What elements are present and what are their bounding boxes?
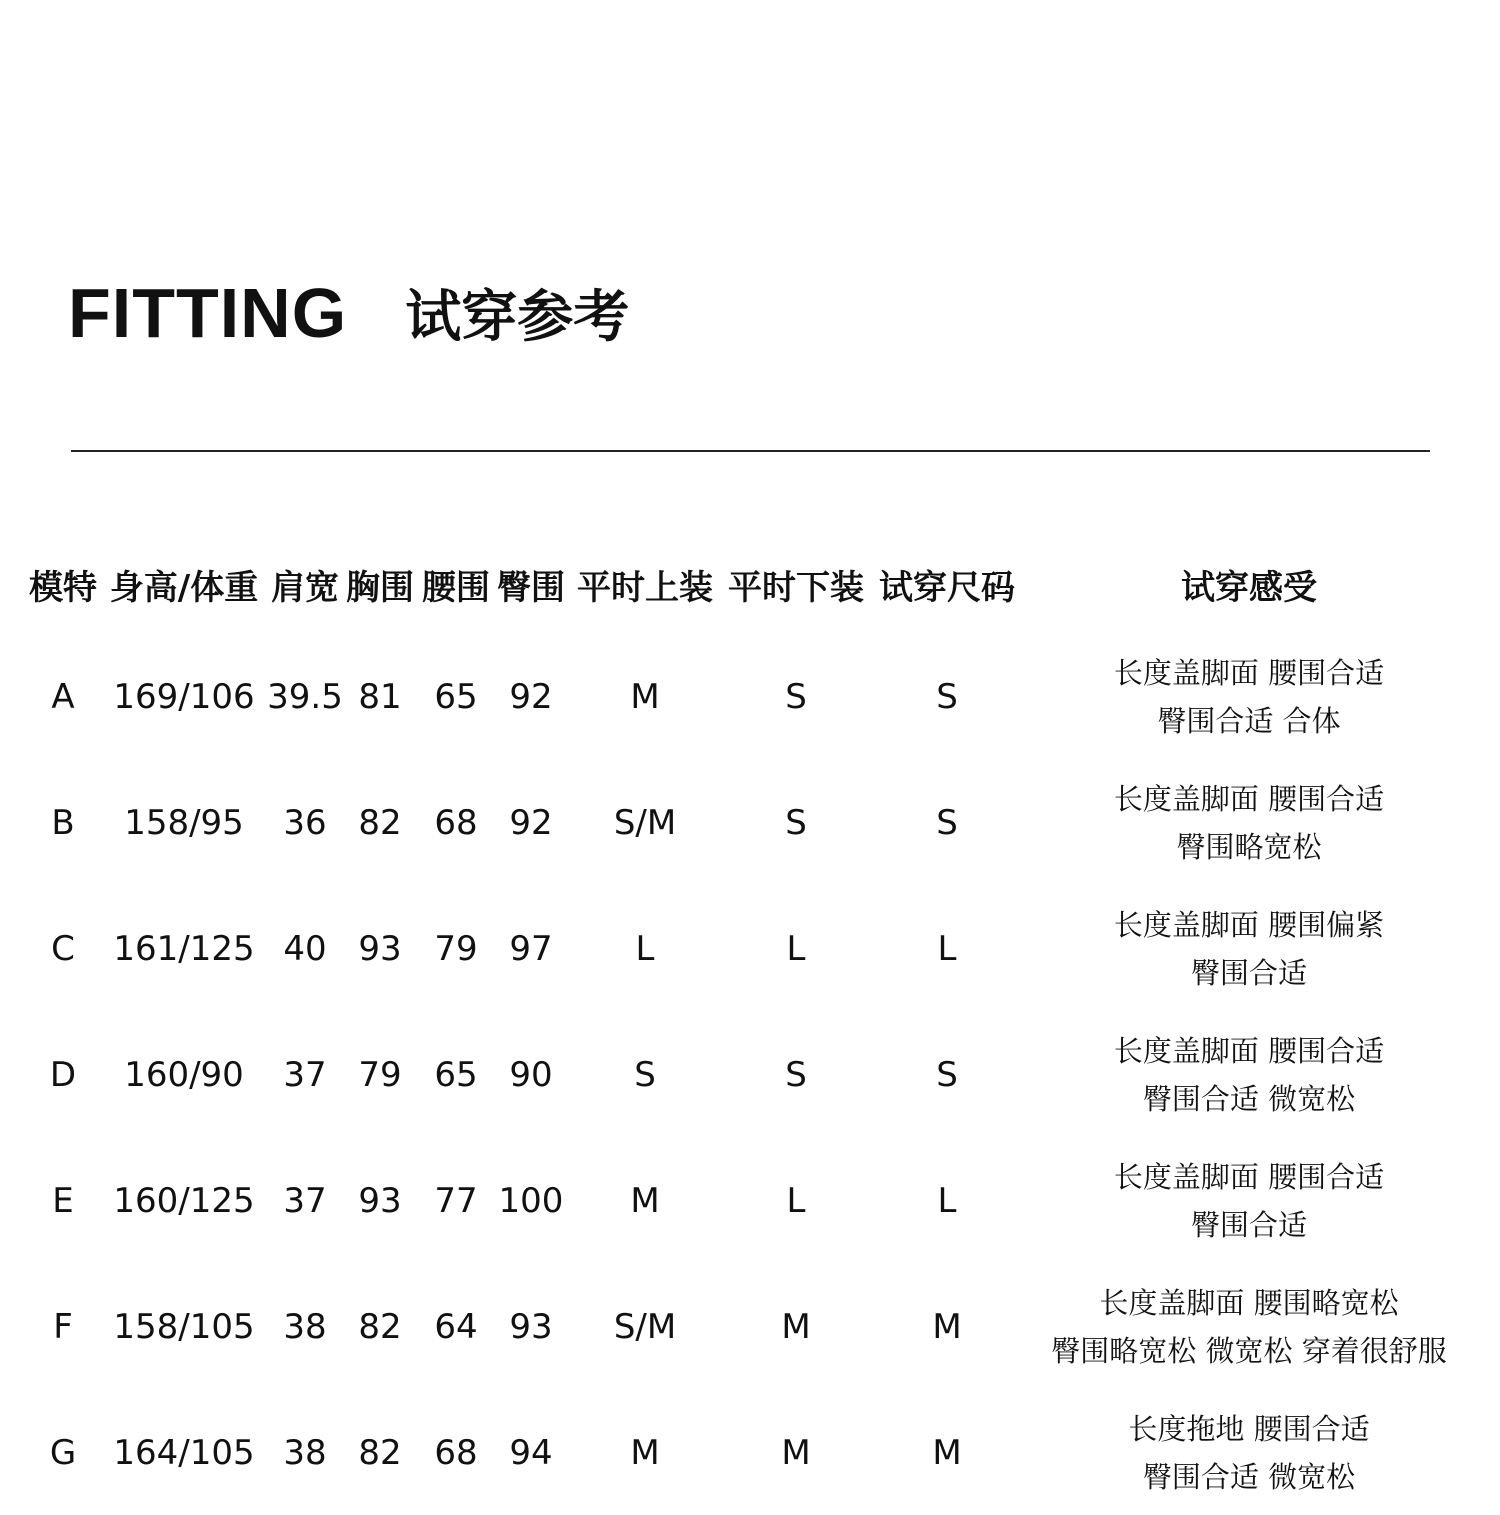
fitting-feel-line-1: 长度盖脚面 腰围合适: [1113, 656, 1385, 690]
fitting-size-cell: M: [932, 1433, 962, 1473]
shoulder-cell: 38: [283, 1433, 327, 1473]
chest-cell: 82: [358, 1307, 402, 1347]
fitting-feel-line-1: 长度盖脚面 腰围合适: [1113, 1160, 1385, 1194]
hip-cell: 100: [498, 1181, 564, 1221]
hip-cell: 97: [509, 929, 553, 969]
fitting-size-cell: S: [936, 677, 958, 717]
hip-cell: 92: [509, 677, 553, 717]
usual-top-cell: M: [630, 1181, 660, 1221]
fitting-feel-line-2: 臀围略宽松 微宽松 穿着很舒服: [1051, 1334, 1447, 1368]
fitting-size-cell: L: [937, 1181, 957, 1221]
model-cell: C: [51, 929, 75, 969]
title-divider: [71, 450, 1430, 452]
waist-cell: 68: [434, 1433, 478, 1473]
model-cell: D: [49, 1055, 77, 1095]
height-weight-cell: 158/95: [124, 803, 244, 843]
header-model: 模特: [29, 568, 97, 608]
fitting-feel-line-1: 长度盖脚面 腰围合适: [1113, 1034, 1385, 1068]
waist-cell: 65: [434, 677, 478, 717]
usual-bottom-cell: M: [781, 1433, 811, 1473]
fitting-feel-line-1: 长度盖脚面 腰围合适: [1113, 782, 1385, 816]
height-weight-cell: 160/125: [113, 1181, 255, 1221]
usual-top-cell: S/M: [613, 803, 677, 843]
fitting-feel-cell: [1128, 1405, 1369, 1501]
usual-top-cell: M: [630, 1433, 660, 1473]
header-hip: 臀围: [497, 568, 565, 608]
fitting-feel-line-2: 臀围合适 微宽松: [1142, 1460, 1356, 1494]
model-cell: B: [51, 803, 75, 843]
usual-top-cell: S/M: [613, 1307, 677, 1347]
fitting-feel-line-2: 臀围合适: [1190, 1208, 1307, 1242]
fitting-feel-cell: [1051, 1279, 1446, 1375]
fitting-feel-line-2: 臀围略宽松: [1176, 830, 1322, 864]
model-cell: E: [52, 1181, 74, 1221]
fitting-feel-cell: [1114, 901, 1384, 997]
fitting-feel-cell: [1114, 775, 1384, 871]
fitting-feel-line-2: 臀围合适: [1190, 956, 1307, 990]
height-weight-cell: 160/90: [124, 1055, 244, 1095]
fitting-feel-line-1: 长度拖地 腰围合适: [1128, 1412, 1370, 1446]
usual-bottom-cell: L: [786, 1181, 806, 1221]
fitting-feel-cell: [1114, 649, 1384, 745]
fitting-size-cell: L: [937, 929, 957, 969]
usual-bottom-cell: L: [786, 929, 806, 969]
header-shoulder: 肩宽: [271, 568, 339, 608]
header-height-weight: 身高/体重: [109, 568, 259, 608]
fitting-feel-cell: [1114, 1027, 1384, 1123]
usual-bottom-cell: S: [785, 803, 807, 843]
chest-cell: 93: [358, 1181, 402, 1221]
chest-cell: 81: [358, 677, 402, 717]
usual-top-cell: M: [630, 677, 660, 717]
header-usual-top: 平时上装: [577, 568, 713, 608]
usual-bottom-cell: M: [781, 1307, 811, 1347]
hip-cell: 92: [509, 803, 553, 843]
hip-cell: 90: [509, 1055, 553, 1095]
fitting-feel-line-1: 长度盖脚面 腰围偏紧: [1113, 908, 1385, 942]
chest-cell: 82: [358, 803, 402, 843]
title-chinese: 试穿参考: [405, 285, 630, 350]
fitting-size-cell: S: [936, 1055, 958, 1095]
shoulder-cell: 39.5: [267, 677, 343, 717]
shoulder-cell: 40: [283, 929, 327, 969]
model-cell: G: [49, 1433, 77, 1473]
waist-cell: 65: [434, 1055, 478, 1095]
shoulder-cell: 38: [283, 1307, 327, 1347]
fitting-feel-line-2: 臀围合适 微宽松: [1142, 1082, 1356, 1116]
fitting-size-cell: M: [932, 1307, 962, 1347]
usual-bottom-cell: S: [785, 677, 807, 717]
hip-cell: 93: [509, 1307, 553, 1347]
usual-top-cell: L: [635, 929, 655, 969]
header-waist: 腰围: [422, 568, 490, 608]
header-chest: 胸围: [346, 568, 414, 608]
waist-cell: 79: [434, 929, 478, 969]
header-fitting-feel: 试穿感受: [1181, 568, 1317, 608]
chest-cell: 79: [358, 1055, 402, 1095]
header-usual-bottom: 平时下装: [728, 568, 864, 608]
waist-cell: 77: [434, 1181, 478, 1221]
header-fitting-size: 试穿尺码: [879, 568, 1015, 608]
usual-top-cell: S: [634, 1055, 656, 1095]
shoulder-cell: 36: [283, 803, 327, 843]
fitting-feel-cell: [1114, 1153, 1384, 1249]
model-cell: A: [51, 677, 75, 717]
height-weight-cell: 161/125: [113, 929, 255, 969]
fitting-size-cell: S: [936, 803, 958, 843]
fitting-feel-line-1: 长度盖脚面 腰围略宽松: [1099, 1286, 1399, 1320]
shoulder-cell: 37: [283, 1181, 327, 1221]
chest-cell: 93: [358, 929, 402, 969]
hip-cell: 94: [509, 1433, 553, 1473]
waist-cell: 68: [434, 803, 478, 843]
shoulder-cell: 37: [283, 1055, 327, 1095]
usual-bottom-cell: S: [785, 1055, 807, 1095]
page-title: [68, 268, 629, 358]
waist-cell: 64: [434, 1307, 478, 1347]
title-english: FITTING: [68, 274, 348, 352]
height-weight-cell: 164/105: [113, 1433, 255, 1473]
height-weight-cell: 169/106: [113, 677, 255, 717]
model-cell: F: [53, 1307, 73, 1347]
fitting-feel-line-2: 臀围合适 合体: [1157, 704, 1341, 738]
chest-cell: 82: [358, 1433, 402, 1473]
height-weight-cell: 158/105: [113, 1307, 255, 1347]
